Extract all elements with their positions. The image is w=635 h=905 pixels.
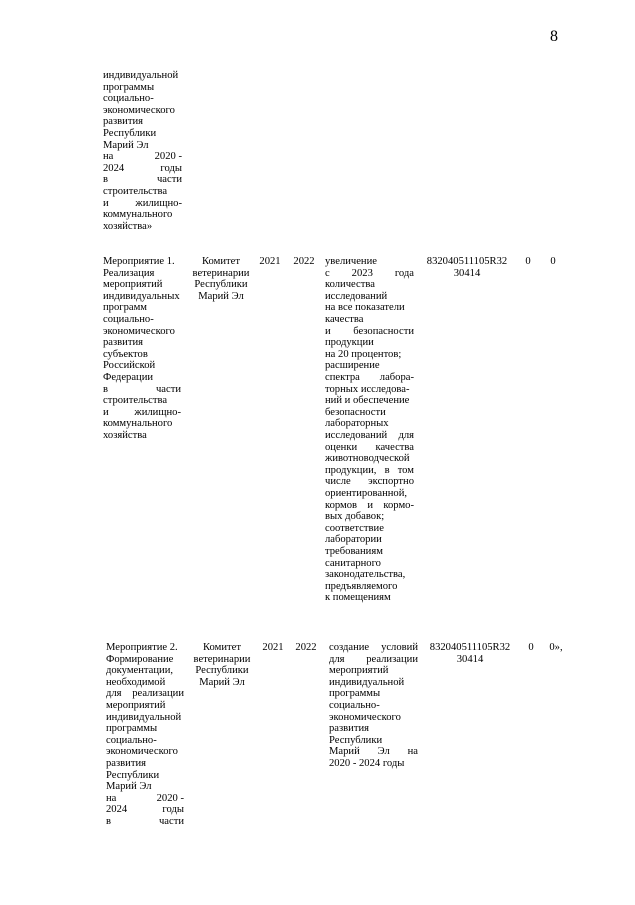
result-line-word: на [407, 746, 418, 758]
measure-line: Мероприятие 1. [103, 256, 175, 267]
result-line [329, 654, 418, 666]
result-line: безопасности [325, 406, 386, 418]
result-line: 2020 - 2024 годы [329, 758, 405, 769]
measure-line: Российской [103, 360, 156, 372]
result-line [325, 430, 414, 442]
result-line-word: кормов [325, 499, 358, 511]
measure-line: программы [106, 723, 158, 735]
measure-line: программы [103, 81, 155, 93]
result-line: программы [329, 688, 381, 700]
result-line [325, 326, 414, 338]
result-line: ний и обеспечение [325, 395, 410, 407]
measure-line-word: на [106, 792, 117, 804]
measure-line-word: в [106, 816, 112, 827]
result-line [325, 268, 414, 280]
result-line: исследований [325, 290, 388, 302]
result-line-word: лабора- [379, 372, 414, 383]
executor-line: ветеринарии [193, 653, 251, 665]
executor-line: ветеринарии [192, 267, 250, 279]
measure-line [103, 163, 182, 175]
measure-line-word: на [103, 151, 114, 163]
result-line-word: оценки [325, 441, 358, 453]
result-line: количества [325, 279, 375, 291]
end-year: 2022 [293, 256, 315, 267]
result-line-word: и [325, 325, 331, 337]
executor-line: Республики [194, 279, 248, 291]
measure-line-word: жилищно- [134, 406, 181, 418]
measure-line: социально- [103, 93, 154, 105]
measure-line [103, 174, 182, 186]
result-line: законодательства, [325, 569, 406, 581]
measure-line [103, 151, 182, 163]
result-line-word: 2023 [351, 267, 373, 279]
measure-line: индивидуальной [106, 711, 182, 723]
measure-line-word: реализации [132, 688, 184, 700]
result-line: санитарного [325, 557, 381, 569]
result-line-word: для [329, 653, 345, 665]
result-line-word: числе [325, 476, 351, 488]
value-1: 0 [528, 642, 534, 653]
page-number: 8 [550, 28, 558, 45]
measure-line [103, 384, 181, 396]
result-line: расширение [325, 360, 380, 372]
measure-line: индивидуальных [103, 290, 180, 302]
measure-line: хозяйства» [103, 220, 153, 232]
measure-line: строительства [103, 186, 168, 197]
value-2: 0», [549, 642, 563, 653]
measure-line: мероприятий [103, 279, 163, 291]
measure-line-word: 2020 - [156, 792, 184, 804]
result-line [325, 476, 414, 488]
measure-line: Республики [103, 128, 157, 139]
result-line-word: кормо- [383, 499, 414, 511]
value-2: 0 [550, 256, 556, 267]
measure-line: субъектов [103, 348, 148, 360]
result-line: качества [325, 314, 364, 325]
result-line-word: создание [329, 642, 370, 653]
measure-line: документации, [106, 665, 174, 677]
result-line: торных исследова- [325, 383, 410, 395]
measure-line-word: жилищно- [135, 197, 182, 209]
result-line-word: и [367, 499, 374, 511]
result-line [325, 372, 414, 384]
measure-line: программ [103, 302, 148, 314]
measure-line [106, 816, 184, 828]
budget-code: 30414 [453, 267, 481, 279]
result-line-word: продукции, [325, 464, 377, 476]
result-line-word: года [394, 267, 414, 279]
result-line-word: в [384, 464, 390, 476]
measure-line: развития [106, 758, 147, 769]
measure-line-word: 2024 [103, 162, 125, 174]
budget-code: 30414 [456, 653, 484, 665]
budget-code: 832040511105R32 [426, 256, 508, 267]
measure-line [106, 688, 184, 700]
result-line [325, 465, 414, 477]
measure-line: Формирование [106, 653, 174, 665]
measure-line: Мероприятие 2. [106, 642, 178, 653]
result-line [329, 746, 418, 758]
result-line-word: Эл [377, 746, 390, 758]
result-line: экономического [329, 711, 401, 723]
result-line-word: условий [381, 642, 418, 653]
executor-line: Комитет [202, 256, 240, 267]
end-year: 2022 [295, 642, 317, 653]
measure-line: строительства [103, 395, 168, 407]
result-line: к помещениям [325, 592, 391, 604]
measure-line-word: для [106, 688, 122, 700]
measure-line: развития [103, 337, 144, 349]
measure-line: социально- [103, 314, 154, 325]
measure-line: развития [103, 116, 144, 128]
measure-line-word: годы [160, 162, 182, 174]
measure-line [103, 407, 181, 419]
result-line-word: качества [375, 441, 414, 453]
measure-line: Федерации [103, 372, 154, 383]
measure-line: экономического [103, 325, 175, 337]
measure-line: Реализация [103, 267, 155, 279]
executor-line: Комитет [203, 642, 241, 653]
result-line-word: безопасности [353, 325, 414, 337]
executor-line: Марий Эл [199, 676, 245, 688]
result-line: индивидуальной [329, 676, 405, 688]
measure-line: Марий Эл [106, 781, 152, 793]
measure-line-word: 2024 [106, 804, 128, 816]
result-line: лабораторных [325, 418, 389, 430]
measure-line [106, 793, 184, 805]
result-line [325, 442, 414, 454]
measure-line-word: 2020 - [154, 151, 182, 163]
measure-line-word: части [158, 816, 184, 827]
result-line-word: реализации [366, 653, 418, 665]
measure-line-word: и [103, 197, 109, 209]
result-line-word: с [325, 267, 330, 279]
measure-line-word: в [103, 174, 109, 186]
measure-line: экономического [103, 104, 175, 116]
result-line: животноводческой [325, 453, 410, 465]
result-line: соответствие [325, 522, 384, 534]
measure-line-word: части [155, 383, 181, 395]
start-year: 2021 [259, 256, 281, 267]
measure-line: индивидуальной [103, 70, 179, 81]
measure-line: необходимой [106, 676, 166, 688]
result-line: развития [329, 723, 370, 735]
result-line: лаборатории [325, 534, 382, 546]
start-year: 2021 [262, 642, 284, 653]
result-line: на все показатели [325, 302, 405, 314]
result-line [329, 642, 418, 654]
result-line: социально- [329, 700, 380, 711]
measure-line-word: в [103, 383, 109, 395]
measure-line: экономического [106, 746, 178, 758]
measure-line [106, 804, 184, 816]
measure-line: Республики [106, 769, 160, 781]
result-line: на 20 процентов; [325, 348, 402, 360]
executor-line: Марий Эл [198, 290, 244, 302]
executor-line: Республики [195, 665, 249, 677]
result-line [325, 500, 414, 512]
value-1: 0 [525, 256, 531, 267]
result-line: предъявляемого [325, 580, 398, 592]
result-line-word: том [397, 464, 414, 476]
result-line-word: Марий [329, 746, 360, 758]
result-line: требованиям [325, 546, 383, 557]
measure-line [103, 198, 182, 210]
measure-line: социально- [106, 734, 157, 746]
measure-line: Марий Эл [103, 139, 149, 151]
result-line: вых добавок; [325, 511, 385, 523]
result-line: ориентированной, [325, 488, 408, 499]
result-line: Республики [329, 734, 383, 746]
measure-line: мероприятий [106, 700, 166, 711]
result-line: продукции [325, 337, 374, 349]
result-line: увеличение [325, 256, 377, 267]
measure-line: коммунального [103, 418, 173, 430]
measure-line-word: части [156, 174, 182, 186]
result-line-word: экспортно [368, 476, 414, 488]
measure-line: коммунального [103, 209, 173, 221]
measure-line: хозяйства [103, 430, 147, 441]
result-line: мероприятий [329, 665, 389, 677]
measure-line-word: годы [162, 804, 184, 816]
result-line-word: исследований [325, 430, 388, 441]
budget-code: 832040511105R32 [429, 642, 511, 653]
result-line-word: спектра [325, 372, 360, 383]
measure-line-word: и [103, 406, 109, 418]
result-line-word: для [398, 430, 414, 441]
